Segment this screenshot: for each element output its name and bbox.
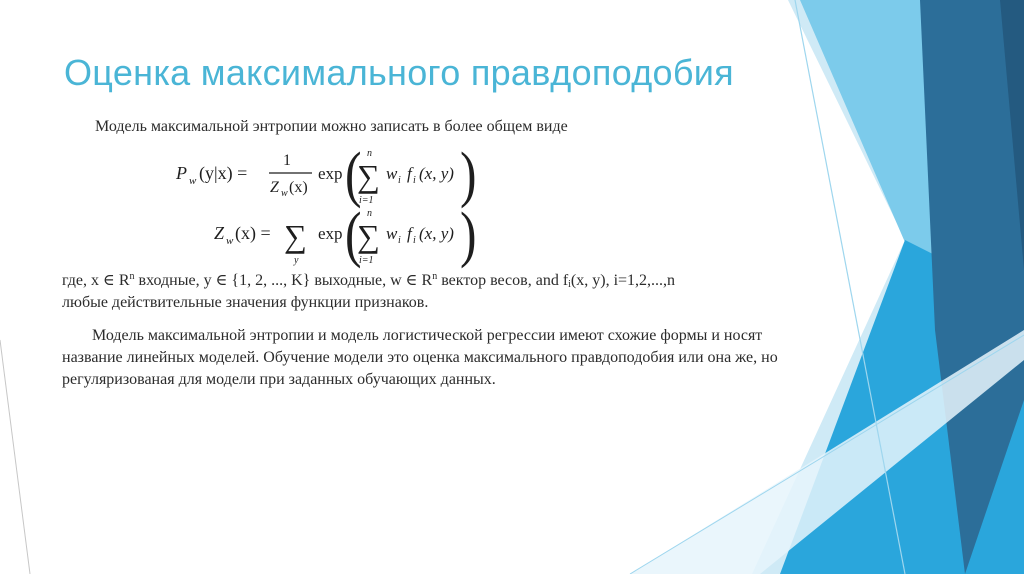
- f2-paren-right: ): [460, 200, 477, 270]
- f2-outer-sum-lower: y: [294, 255, 299, 266]
- f1-sum-sign: ∑: [357, 158, 380, 194]
- f2-lhs: Z: [214, 223, 225, 243]
- f1-numerator: 1: [283, 152, 291, 169]
- f1-paren-right: ): [460, 140, 477, 210]
- f2-paren-left: (: [345, 200, 362, 270]
- f2-term-f: f: [407, 224, 412, 243]
- f2-term-f-sub: i: [413, 235, 416, 246]
- f1-lhs-sub: w: [189, 175, 197, 187]
- where-line-2: любые действительные значения функции признаков.: [62, 294, 429, 311]
- f1-sum-upper: n: [367, 148, 372, 159]
- f2-lhs-args: (x) =: [235, 223, 271, 243]
- f2-term-w-sub: i: [398, 235, 401, 246]
- decor-line-3: [0, 340, 30, 574]
- variables-description: [62, 270, 802, 314]
- where-part-4: (x, y), i=1,2,...,n: [570, 272, 676, 289]
- where-sup-1: n: [129, 271, 135, 282]
- f1-lhs-args: (y|x) =: [199, 163, 248, 183]
- f2-exp: exp: [318, 224, 343, 243]
- f2-lhs-sub: w: [226, 235, 234, 247]
- f2-term-w: w: [386, 224, 398, 243]
- f1-paren-left: (: [345, 140, 362, 210]
- formula-probability: [170, 140, 490, 211]
- paragraph-linear-models: [62, 325, 812, 391]
- where-sup-2: n: [432, 271, 438, 282]
- where-part-3: вектор весов, and f: [437, 272, 569, 289]
- intro-text: Модель максимальной энтропии можно записать в более общем виде: [95, 118, 568, 135]
- paragraph-linear-models-text: Модель максимальной энтропии и модель логистической регрессии имеют схожие формы и носят название линейных моделей. Обучение модели это оценка максимального правдоподобия или она же, но регуляризованая для модели при заданных обучающих данных.: [62, 327, 778, 388]
- f1-term-f-sub: i: [413, 175, 416, 186]
- where-part-1: где, x ∈ R: [62, 272, 130, 289]
- f1-lhs: P: [176, 163, 187, 183]
- f2-term-args: (x, y): [419, 224, 454, 243]
- f1-denominator-sub: w: [281, 188, 288, 199]
- f1-term-w-sub: i: [398, 175, 401, 186]
- f1-term-w: w: [386, 164, 398, 183]
- f1-denominator: Z: [270, 179, 279, 196]
- f2-sum-lower: i=1: [359, 255, 374, 266]
- f2-sum-sign: ∑: [357, 218, 380, 254]
- where-part-2: входные, y ∈ {1, 2, ..., K} выходные, w ∈ R: [134, 272, 433, 289]
- f1-term-args: (x, y): [419, 164, 454, 183]
- f1-denominator-args: (x): [289, 179, 308, 196]
- formula-partition: [170, 200, 490, 271]
- f2-outer-sum-sign: ∑: [284, 218, 307, 254]
- f2-sum-upper: n: [367, 208, 372, 219]
- f1-exp: exp: [318, 164, 343, 183]
- f1-term-f: f: [407, 164, 412, 183]
- f1-sum-lower: i=1: [359, 195, 374, 206]
- slide-title: Оценка максимального правдоподобия: [64, 52, 734, 93]
- where-sub-1: i: [568, 279, 571, 290]
